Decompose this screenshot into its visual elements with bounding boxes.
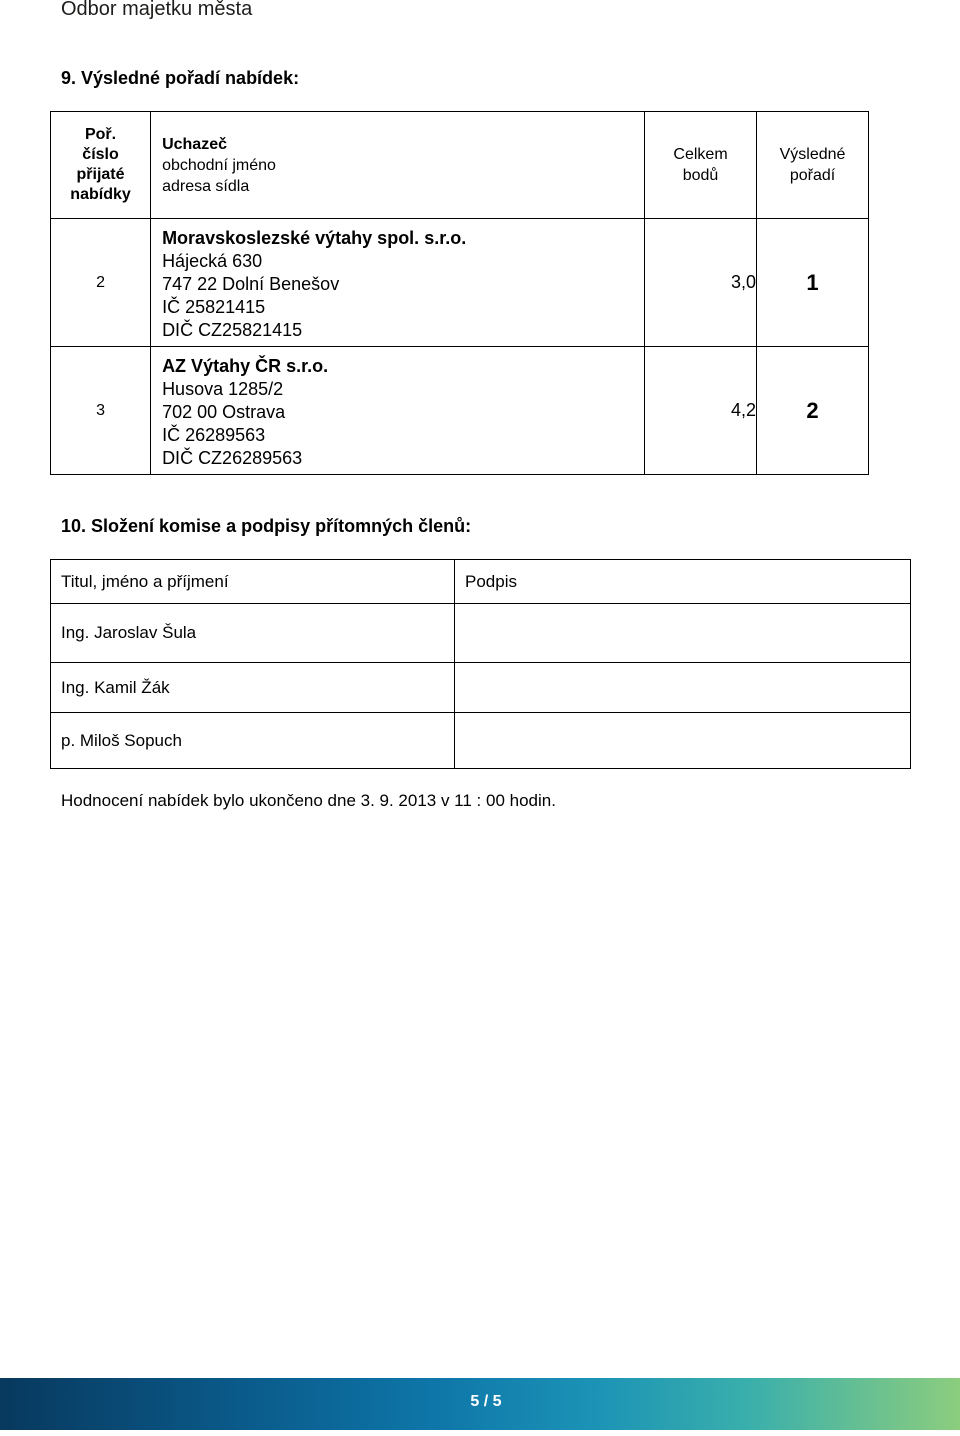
column-header-candidate	[151, 112, 645, 219]
points-value: 3,0	[731, 272, 757, 292]
table-row	[51, 347, 869, 475]
header-line: Výsledné	[779, 146, 846, 163]
address-line: 702 00 Ostrava	[162, 402, 286, 422]
offer-number: 2	[51, 219, 151, 347]
header-line: Poř.	[84, 126, 117, 143]
candidate-name: AZ Výtahy ČR s.r.o.	[162, 356, 329, 376]
signature-cell	[455, 604, 911, 663]
table-row	[51, 219, 869, 347]
total-points	[645, 219, 757, 347]
header-line: Uchazeč	[162, 135, 227, 153]
table-header-row	[51, 112, 869, 219]
candidate-name: Moravskoslezské výtahy spol. s.r.o.	[162, 228, 467, 248]
final-rank: 1	[757, 219, 869, 347]
offers-ranking-table	[50, 111, 869, 475]
address-line: IČ 26289563	[162, 425, 266, 445]
header-line: Celkem	[673, 146, 728, 163]
header-line: přijaté	[76, 166, 125, 183]
section-9-title: 9. Výsledné pořadí nabídek:	[61, 68, 300, 88]
header-line: bodů	[682, 167, 719, 184]
closing-statement: Hodnocení nabídek bylo ukončeno dne 3. 9. 2013 v 11 : 00 hodin.	[61, 791, 556, 810]
member-name: p. Miloš Sopuch	[51, 713, 455, 769]
table-row	[51, 604, 911, 663]
page-number: 5 / 5	[470, 1393, 502, 1410]
candidate-cell	[151, 347, 645, 475]
header-line: nabídky	[70, 186, 131, 203]
address-line: IČ 25821415	[162, 297, 266, 317]
candidate-cell	[151, 219, 645, 347]
column-header-offer-number	[51, 112, 151, 219]
address-line: Hájecká 630	[162, 251, 263, 271]
header-line: pořadí	[789, 167, 836, 184]
points-value: 4,2	[731, 400, 757, 420]
table-header-row	[51, 560, 911, 604]
signature-cell	[455, 663, 911, 713]
column-header-name: Titul, jméno a příjmení	[51, 560, 455, 604]
table-row	[51, 713, 911, 769]
column-header-rank	[757, 112, 869, 219]
member-name: Ing. Kamil Žák	[51, 663, 455, 713]
address-line: DIČ CZ26289563	[162, 448, 303, 468]
member-name: Ing. Jaroslav Šula	[51, 604, 455, 663]
column-header-points	[645, 112, 757, 219]
column-header-signature: Podpis	[455, 560, 911, 604]
address-line: DIČ CZ25821415	[162, 320, 303, 340]
total-points	[645, 347, 757, 475]
offer-number: 3	[51, 347, 151, 475]
final-rank: 2	[757, 347, 869, 475]
address-line: 747 22 Dolní Benešov	[162, 274, 340, 294]
header-line: obchodní jméno	[162, 156, 276, 174]
committee-table	[50, 559, 911, 769]
signature-cell	[455, 713, 911, 769]
address-line: Husova 1285/2	[162, 379, 284, 399]
header-line: adresa sídla	[162, 177, 250, 195]
table-row	[51, 663, 911, 713]
header-line: číslo	[82, 146, 119, 163]
department-header: Odbor majetku města	[61, 0, 253, 20]
section-10-title: 10. Složení komise a podpisy přítomných členů:	[61, 516, 472, 536]
